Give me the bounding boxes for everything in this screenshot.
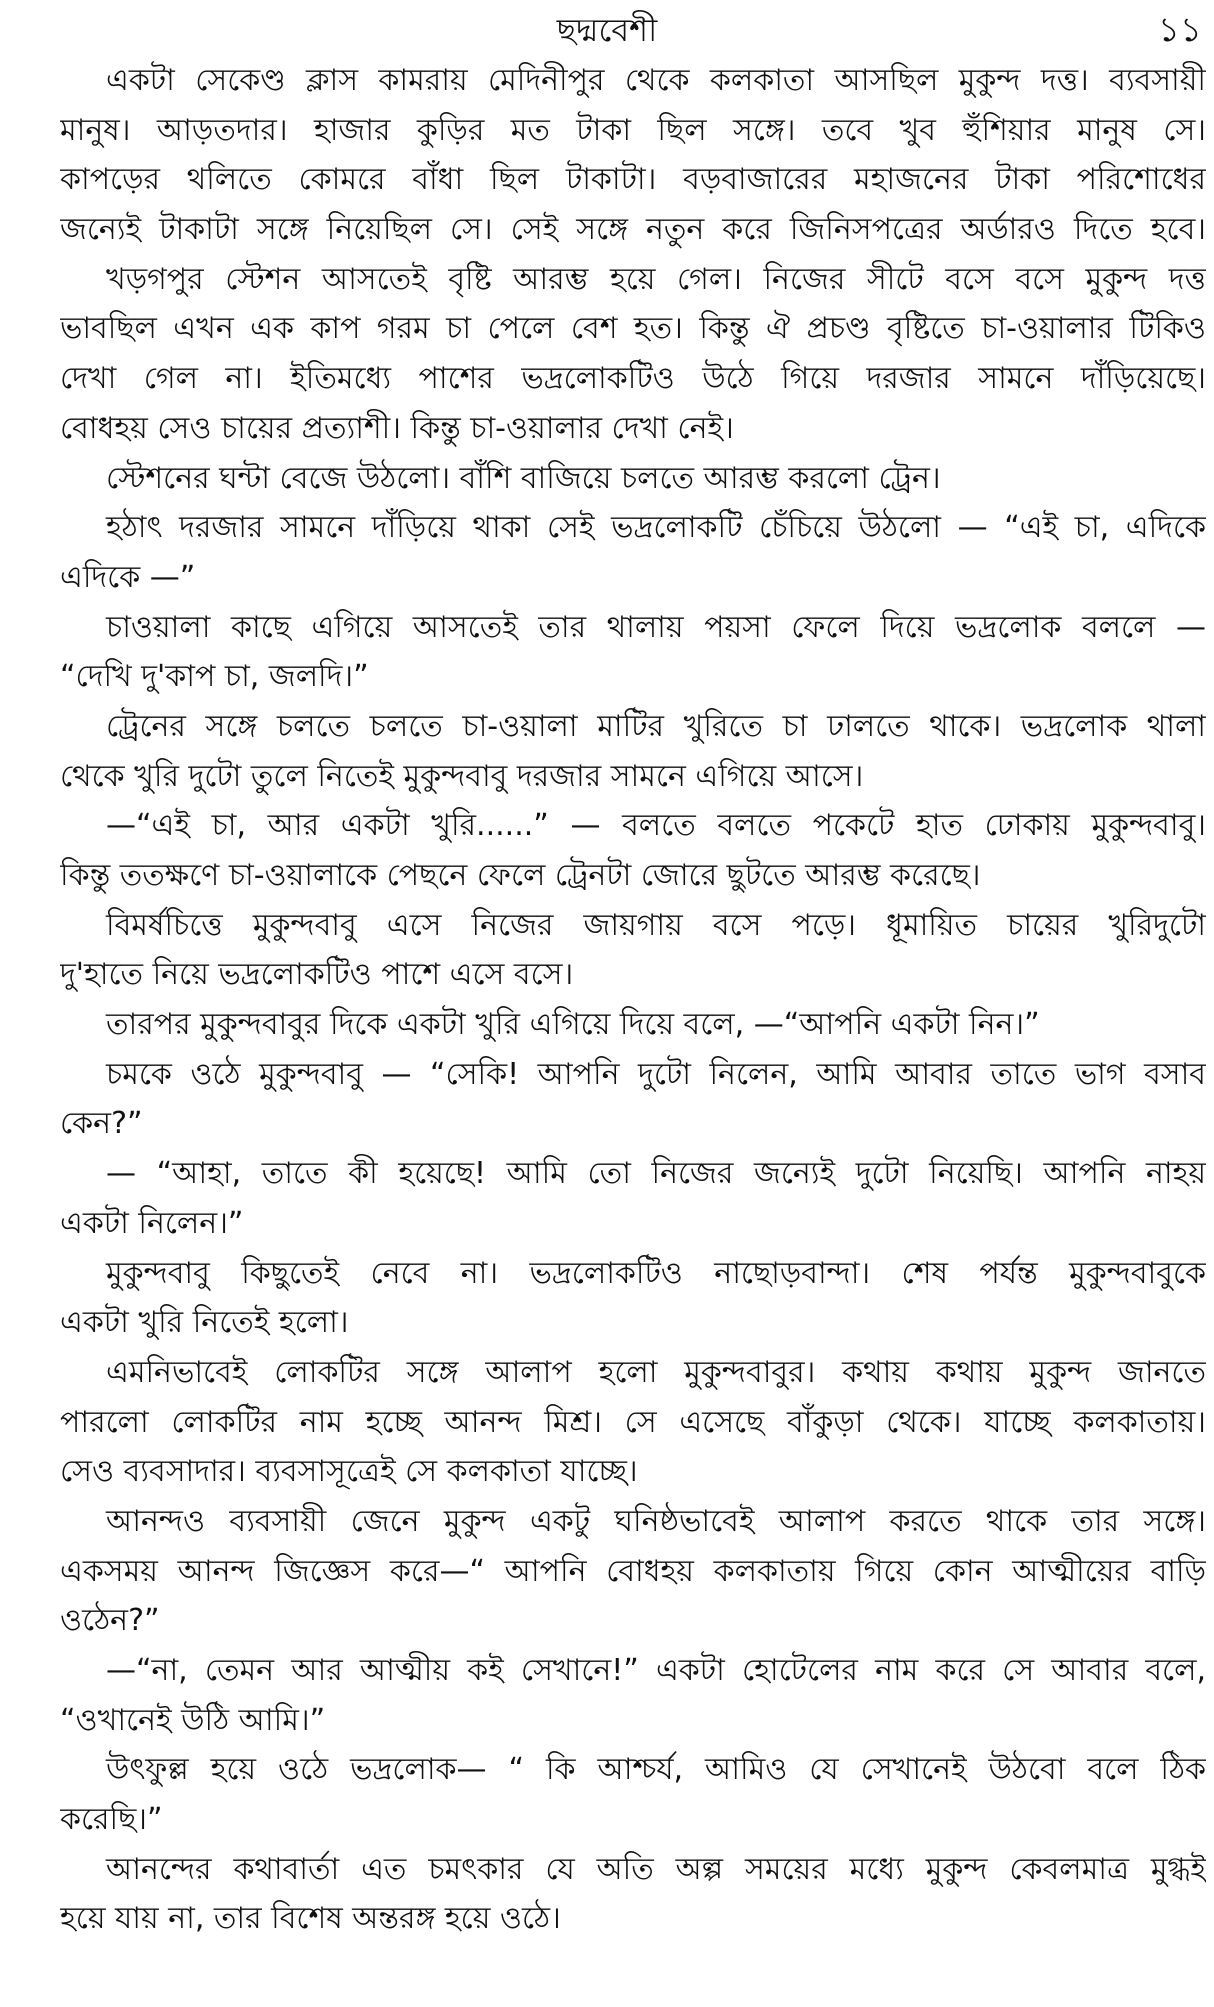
text-line: পারলো লোকটির নাম হচ্ছে আনন্দ মিশ্র। সে এসেছে বাঁকুড়া থেকে। যাচ্ছে কলকাতায়। (60, 1404, 1206, 1440)
text-line: একটা নিলেন।” (60, 1205, 244, 1241)
text-line: —“না, তেমন আর আত্মীয় কই সেখানে!” একটা হোটেলের নাম করে সে আবার বলে, (106, 1653, 1206, 1688)
text-line: চাওয়ালা কাছে এগিয়ে আসতেই তার থালায় পয়সা ফেলে দিয়ে ভদ্রলোক বললে — (106, 609, 1206, 645)
text-line: — “আহা, তাতে কী হয়েছে! আমি তো নিজের জন্যেই দুটো নিয়েছি। আপনি নাহয় (106, 1156, 1206, 1192)
text-line: খড়গপুর স্টেশন আসতেই বৃষ্টি আরম্ভ হয়ে গেল। নিজের সীটে বসে বসে মুকুন্দ দত্ত (106, 261, 1206, 297)
text-line: মানুষ। আড়তদার। হাজার কুড়ির মত টাকা ছিল সঙ্গে। তবে খুব হুঁশিয়ার মানুষ সে। (60, 112, 1206, 148)
text-line: হঠাৎ দরজার সামনে দাঁড়িয়ে থাকা সেই ভদ্রলোকটি চেঁচিয়ে উঠলো — “এই চা, এদিকে (106, 510, 1206, 546)
text-line: দু'হাতে নিয়ে ভদ্রলোকটিও পাশে এসে বসে। (60, 957, 574, 993)
text-line: হয়ে যায় না, তার বিশেষ অন্তরঙ্গ হয়ে ওঠে। (60, 1901, 561, 1937)
body-text (60, 56, 1206, 1944)
running-header-title: ছদ্মবেশী (556, 11, 658, 49)
text-line: আনন্দের কথাবার্তা এত চমৎকার যে অতি অল্প সময়ের মধ্যে মুকুন্দ কেবলমাত্র মুগ্ধই (106, 1851, 1206, 1887)
text-line: থেকে খুরি দুটো তুলে নিতেই মুকুন্দবাবু দরজার সামনে এগিয়ে আসে। (60, 758, 864, 794)
text-line: “ওখানেই উঠি আমি।” (60, 1702, 326, 1738)
text-line: আনন্দও ব্যবসায়ী জেনে মুকুন্দ একটু ঘনিষ্ঠভাবেই আলাপ করতে থাকে তার সঙ্গে। (106, 1503, 1206, 1539)
text-line: মুকুন্দবাবু কিছুতেই নেবে না। ভদ্রলোকটিও নাছোড়বান্দা। শেষ পর্যন্ত মুকুন্দবাবুকে (106, 1255, 1206, 1291)
text-line: এদিকে —” (60, 559, 196, 595)
text-line: সেও ব্যবসাদার। ব্যবসাসূত্রেই সে কলকাতা যাচ্ছে। (60, 1454, 638, 1490)
text-line: জন্যেই টাকাটা সঙ্গে নিয়েছিল সে। সেই সঙ্গে নতুন করে জিনিসপত্রের অর্ডারও দিতে হবে। (60, 212, 1206, 248)
text-line: একটা খুরি নিতেই হলো। (60, 1305, 349, 1341)
text-line: চমকে ওঠে মুকুন্দবাবু — “সেকি! আপনি দুটো নিলেন, আমি আবার তাতে ভাগ বসাব (106, 1056, 1206, 1092)
text-line: কিন্তু ততক্ষণে চা-ওয়ালাকে পেছনে ফেলে ট্রেনটা জোরে ছুটতে আরম্ভ করেছে। (60, 858, 981, 893)
text-line: দেখা গেল না। ইতিমধ্যে পাশের ভদ্রলোকটিও উঠে গিয়ে দরজার সামনে দাঁড়িয়েছে। (60, 361, 1206, 397)
text-line: করেছি।” (60, 1802, 163, 1838)
text-line: স্টেশনের ঘন্টা বেজে উঠলো। বাঁশি বাজিয়ে চলতে আরম্ভ করলো ট্রেন। (106, 460, 941, 496)
text-line: “দেখি দু'কাপ চা, জলদি।” (60, 659, 369, 695)
page-number: ১১ (1157, 10, 1202, 50)
text-line: —“এই চা, আর একটা খুরি......” — বলতে বলতে পকেটে হাত ঢোকায় মুকুন্দবাবু। (106, 808, 1206, 844)
text-line: ভাবছিল এখন এক কাপ গরম চা পেলে বেশ হত। কিন্তু ঐ প্রচণ্ড বৃষ্টিতে চা-ওয়ালার টিকিও (60, 311, 1206, 347)
text-line: তারপর মুকুন্দবাবুর দিকে একটা খুরি এগিয়ে দিয়ে বলে, —“আপনি একটা নিন।” (106, 1007, 1040, 1043)
text-line: কেন?” (60, 1106, 143, 1142)
text-line: বিমর্ষচিত্তে মুকুন্দবাবু এসে নিজের জায়গায় বসে পড়ে। ধূমায়িত চায়ের খুরিদুটো (106, 907, 1206, 943)
text-line: এমনিভাবেই লোকটির সঙ্গে আলাপ হলো মুকুন্দবাবুর। কথায় কথায় মুকুন্দ জানতে (106, 1354, 1206, 1390)
text-line: ওঠেন?” (60, 1603, 160, 1639)
text-line: কাপড়ের থলিতে কোমরে বাঁধা ছিল টাকাটা। বড়বাজারের মহাজনের টাকা পরিশোধের (60, 162, 1206, 198)
text-line: উৎফুল্ল হয়ে ওঠে ভদ্রলোক— “ কি আশ্চর্য, আমিও যে সেখানেই উঠবো বলে ঠিক (106, 1752, 1206, 1788)
text-line: বোধহয় সেও চায়ের প্রত্যাশী। কিন্তু চা-ওয়ালার দেখা নেই। (60, 410, 734, 446)
text-line: একটা সেকেণ্ড ক্লাস কামরায় মেদিনীপুর থেকে কলকাতা আসছিল মুকুন্দ দত্ত। ব্যবসায়ী (106, 63, 1206, 98)
text-line: একসময় আনন্দ জিজ্ঞেস করে—“ আপনি বোধহয় কলকাতায় গিয়ে কোন আত্মীয়ের বাড়ি (60, 1553, 1206, 1589)
text-line: ট্রেনের সঙ্গে চলতে চলতে চা-ওয়ালা মাটির খুরিতে চা ঢালতে থাকে। ভদ্রলোক থালা (106, 708, 1206, 744)
